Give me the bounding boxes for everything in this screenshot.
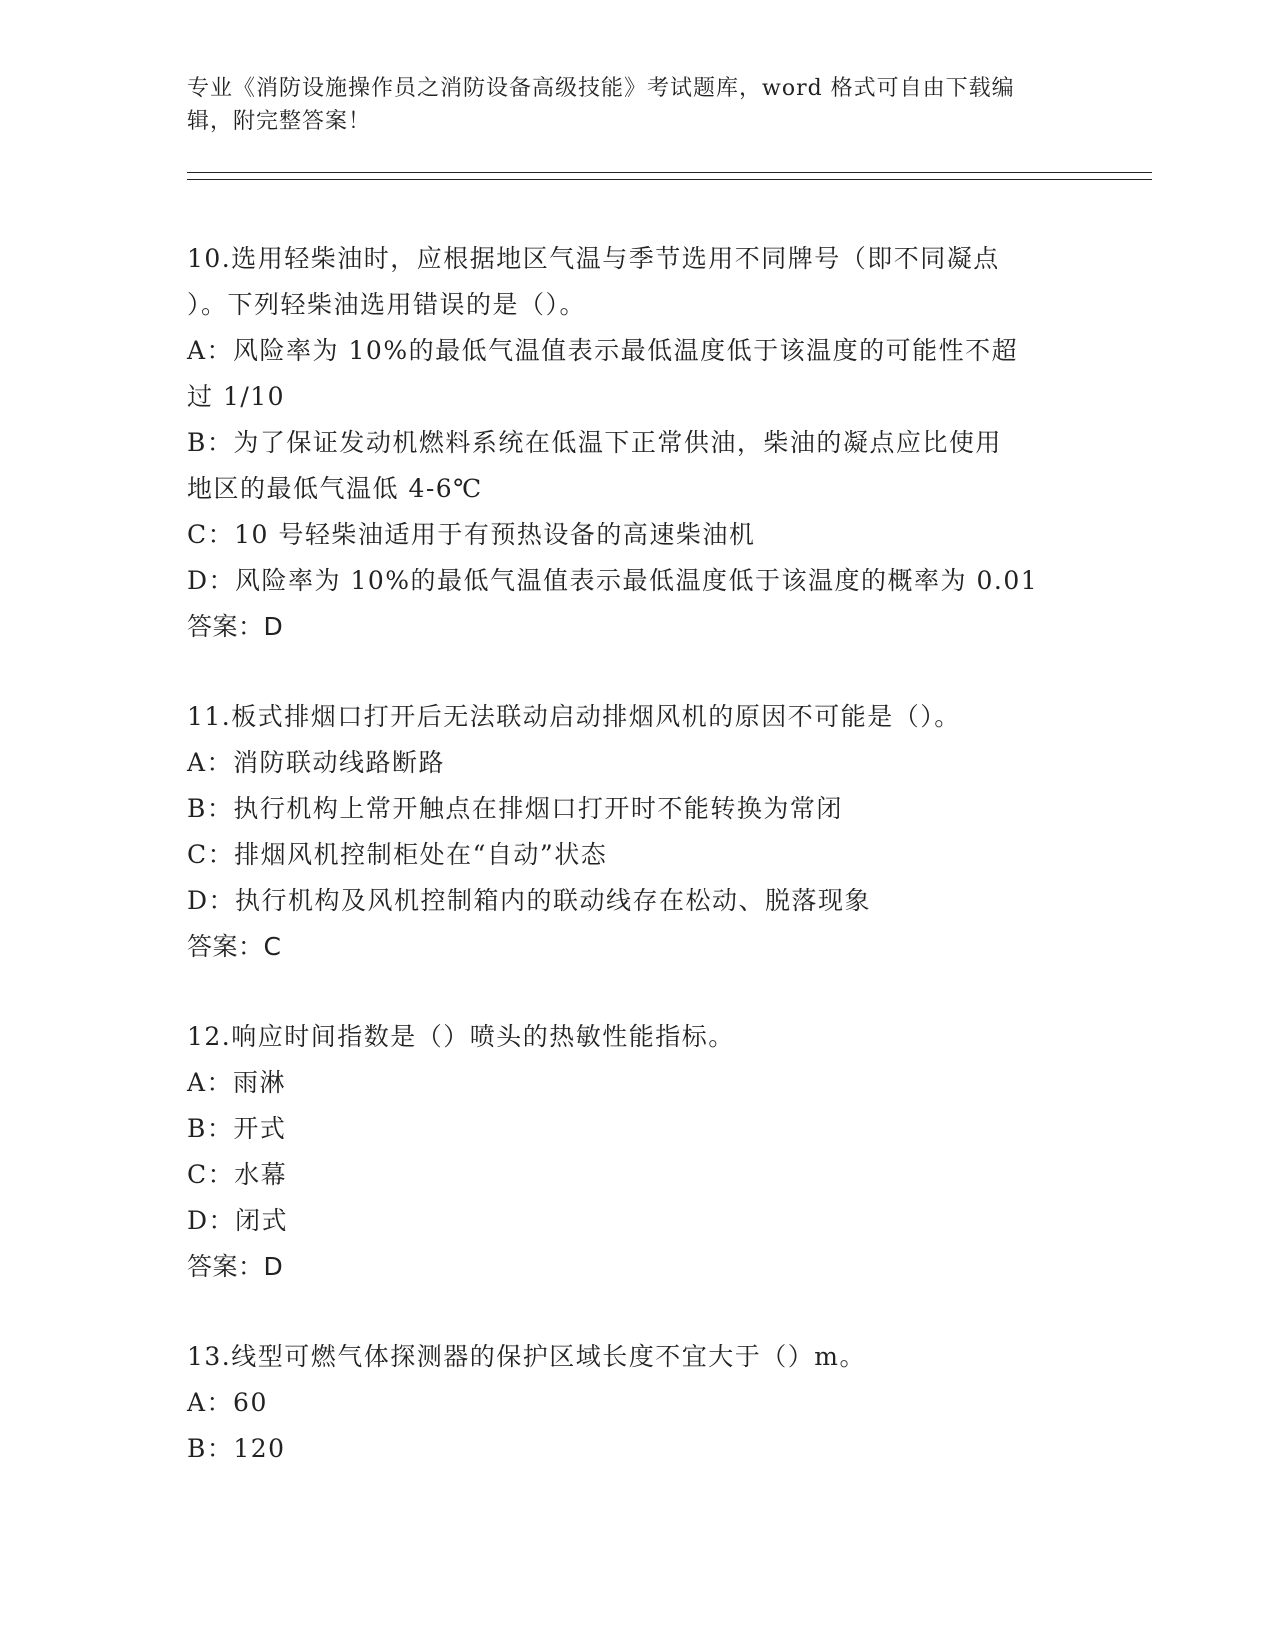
answer-option-line: B：为了保证发动机燃料系统在低温下正常供油，柴油的凝点应比使用 [187,428,1002,457]
answer-option-line: B：120 [187,1434,286,1463]
answer-key: 答案：C [187,932,282,961]
question-stem-line: 13.线型可燃气体探测器的保护区域长度不宜大于（）m。 [187,1342,866,1371]
answer-option-line: D：风险率为 10%的最低气温值表示最低温度低于该温度的概率为 0.01 [187,566,1039,595]
header-line-2: 辑，附完整答案！ [187,109,372,134]
document-header [187,72,1087,138]
answer-option-line: C：10 号轻柴油适用于有预热设备的高速柴油机 [187,520,756,549]
answer-option-line: A：消防联动线路断路 [187,748,446,777]
question-stem-line: 11.板式排烟口打开后无法联动启动排烟风机的原因不可能是（）。 [187,702,961,731]
answer-option-line: A：60 [187,1388,268,1417]
answer-option-line: A：雨淋 [187,1068,287,1097]
answer-option-line: B：开式 [187,1114,287,1143]
answer-option-line: 地区的最低气温低 4-6℃ [187,474,483,503]
answer-key: 答案：D [187,1252,284,1281]
answer-option-line: B：执行机构上常开触点在排烟口打开时不能转换为常闭 [187,794,843,823]
question-item [187,1014,1087,1290]
question-stem-line: 12.响应时间指数是（）喷头的热敏性能指标。 [187,1022,735,1051]
answer-key: 答案：D [187,612,284,641]
answer-option-line: C：水幕 [187,1160,288,1189]
answer-option-line: C：排烟风机控制柜处在“自动”状态 [187,840,608,869]
question-stem-line: ）。下列轻柴油选用错误的是（）。 [187,290,587,319]
question-item [187,1334,1087,1472]
header-divider-bottom [187,179,1152,180]
header-divider-top [187,172,1152,173]
question-stem-line: 10.选用轻柴油时，应根据地区气温与季节选用不同牌号（即不同凝点 [187,244,1000,273]
answer-option-line: A：风险率为 10%的最低气温值表示最低温度低于该温度的可能性不超 [187,336,1019,365]
header-line-1: 专业《消防设施操作员之消防设备高级技能》考试题库，word 格式可自由下载编 [187,76,1015,101]
answer-option-line: 过 1/10 [187,382,286,411]
answer-option-line: D：闭式 [187,1206,289,1235]
question-item [187,694,1087,970]
answer-option-line: D：执行机构及风机控制箱内的联动线存在松动、脱落现象 [187,886,872,915]
question-item [187,236,1087,650]
question-list [187,236,1087,1516]
